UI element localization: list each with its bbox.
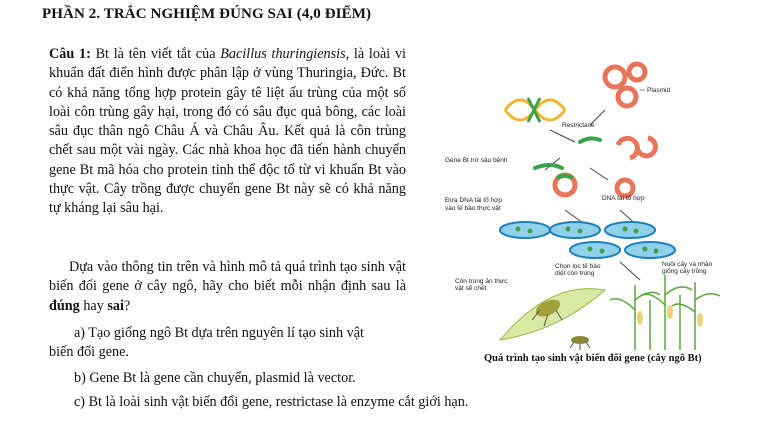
- plasmid-icons: [605, 64, 645, 106]
- bt-gene-fragments: [535, 138, 600, 168]
- prompt-text-1: Dựa vào thông tin trên và hình mô tả quá trình tạo sinh vật biến đổi gene ở cây ngô, hãy cho biết mỗi nhận định sau là: [49, 259, 406, 295]
- label-insert-dna-1: Đưa DNA tái tổ hợp: [445, 197, 503, 204]
- intro-text-2: , là loài vi khuẩn đất điển hình được phân lập ở vùng Thuringia, Đức. Bt có khả năng tổng hợp protein gây tê liệt ấu trùng của một số loài côn trùng gây hại, trong đó có sâu đục quả bông, các loài sâu đục thân ngô Châu Á và Châu Âu. Kết quả là côn trùng chết sau một vài ngày. Các nhà khoa học đã tiến hành chuyển gene Bt mã hóa cho protein tinh thể độc tố từ vi khuẩn Bt vào thực vật. Cây trồng được chuyển gene Bt này sẽ có khả năng tự kháng lại sâu hại.: [49, 46, 406, 217]
- gmo-process-figure: [440, 50, 730, 370]
- corn-cob-icons: [637, 305, 703, 327]
- question-label: Câu 1:: [49, 46, 91, 62]
- option-a-line2: biến đổi gene.: [49, 344, 129, 360]
- section-title: PHẦN 2. TRẮC NGHIỆM ĐÚNG SAI (4,0 ĐIỂM): [42, 6, 372, 22]
- label-culture-2: giống cây trồng: [662, 268, 707, 275]
- label-select-cells-1: Chọn lọc tế bào: [555, 263, 601, 270]
- intro-text-1: Bt là tên viết tắt của: [90, 46, 221, 62]
- insect-larva-icon: [570, 336, 590, 350]
- prompt-bold-false: sai: [107, 297, 124, 314]
- option-a-line1: a) Tạo giống ngô Bt dựa trên nguyên lí tạo sinh vật: [74, 325, 364, 341]
- label-select-cells-2: diệt côn trùng: [555, 270, 595, 277]
- label-insect-2: vật sẽ chết: [455, 285, 487, 292]
- figure-caption: Quá trình tạo sinh vật biến đổi gene (cây ngô Bt): [484, 353, 702, 364]
- prompt-text-2: hay: [79, 297, 108, 314]
- option-b: b) Gene Bt là gene cần chuyển, plasmid là vector.: [74, 370, 356, 386]
- dna-helix-icon: [505, 98, 565, 122]
- cut-plasmid-icons: [618, 138, 655, 158]
- label-dna-recombinant: DNA tái tổ hợp: [602, 195, 645, 202]
- label-bt-gene: Gene Bt trừ sâu bệnh: [445, 157, 508, 164]
- question-paragraph: [49, 45, 406, 219]
- label-restrictase: Restrictase: [562, 122, 595, 129]
- label-culture-1: Nuôi cấy và nhân: [662, 261, 713, 268]
- species-name: Bacillus thuringiensis: [220, 46, 346, 62]
- label-insert-dna-2: vào tế bào thực vật: [445, 205, 501, 212]
- prompt-bold-true: đúng: [49, 297, 80, 314]
- corn-plants-icon: [610, 275, 720, 350]
- option-c: c) Bt là loài sinh vật biến đổi gene, restrictase là enzyme cắt giới hạn.: [74, 394, 469, 410]
- corn-leaf-icon: [500, 289, 605, 340]
- prompt-paragraph: [49, 258, 406, 316]
- label-insect-1: Côn trùng ăn thực: [455, 278, 508, 285]
- prompt-text-3: ?: [123, 297, 131, 314]
- label-plasmid: Plasmid: [647, 87, 671, 94]
- petri-dishes: [500, 222, 675, 258]
